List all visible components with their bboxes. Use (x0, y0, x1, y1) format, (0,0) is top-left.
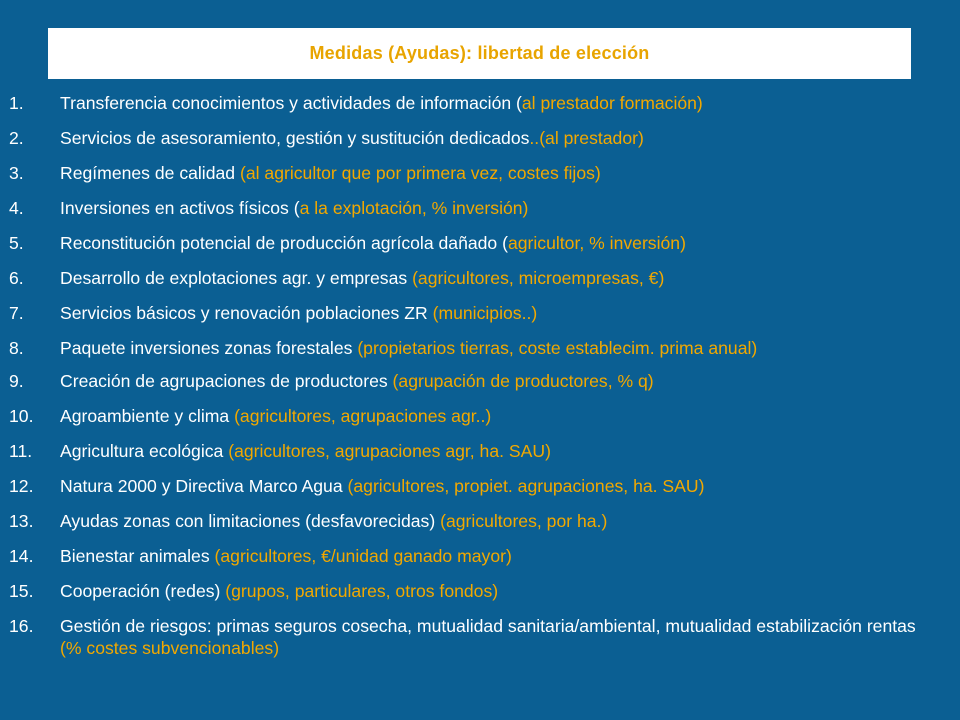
item-note: (propietarios tierras, coste establecim. prima anual) (357, 338, 758, 358)
item-note: (agricultores, agrupaciones agr, ha. SAU) (228, 441, 551, 461)
item-main-text: Inversiones en activos físicos ( (60, 198, 300, 218)
item-number: 3. (9, 163, 24, 183)
item-note: (agrupación de productores, % q) (392, 371, 654, 391)
item-note: (municipios..) (432, 303, 538, 323)
item-note: (% costes subvencionables) (60, 638, 280, 658)
item-note: (agricultores, €/unidad ganado mayor) (214, 546, 512, 566)
list-item (0, 92, 960, 114)
item-main-text: Regímenes de calidad (60, 163, 240, 183)
item-main-text: Cooperación (redes) (60, 581, 226, 601)
list-item (0, 197, 960, 219)
item-main-text: Bienestar animales (60, 546, 215, 566)
item-note: (agricultores, propiet. agrupaciones, ha. SAU) (347, 476, 705, 496)
list-item (0, 370, 960, 392)
list-item (0, 405, 960, 427)
item-number: 8. (9, 338, 24, 358)
item-note: (agricultores, por ha.) (440, 511, 608, 531)
list-item (0, 232, 960, 254)
item-main-text: Creación de agrupaciones de productores (60, 371, 393, 391)
item-number: 12. (9, 476, 34, 496)
item-main-text: Agroambiente y clima (60, 406, 235, 426)
item-number: 4. (9, 198, 24, 218)
item-number: 14. (9, 546, 34, 566)
item-number: 16. (9, 616, 34, 636)
title-box (48, 28, 911, 79)
measures-list (0, 92, 960, 670)
item-main-text: Paquete inversiones zonas forestales (60, 338, 358, 358)
item-main-text: Ayudas zonas con limitaciones (desfavorecidas) (60, 511, 441, 531)
item-number: 1. (9, 93, 24, 113)
list-item (0, 615, 960, 659)
item-number: 7. (9, 303, 24, 323)
list-item (0, 127, 960, 149)
list-item (0, 580, 960, 602)
item-main-text: Transferencia conocimientos y actividades de información ( (60, 93, 522, 113)
item-number: 9. (9, 371, 24, 391)
item-note: (agricultores, microempresas, €) (412, 268, 665, 288)
list-item (0, 475, 960, 497)
item-main-text: Agricultura ecológica (60, 441, 229, 461)
item-note: a la explotación, % inversión) (299, 198, 529, 218)
item-number: 6. (9, 268, 24, 288)
list-item (0, 267, 960, 289)
item-number: 2. (9, 128, 24, 148)
item-note: (al agricultor que por primera vez, costes fijos) (239, 163, 601, 183)
item-number: 13. (9, 511, 34, 531)
list-item (0, 440, 960, 462)
list-item (0, 337, 960, 359)
item-main-text: Reconstitución potencial de producción agrícola dañado ( (60, 233, 508, 253)
item-note: (grupos, particulares, otros fondos) (225, 581, 499, 601)
list-item (0, 545, 960, 567)
item-main-text: Servicios básicos y renovación poblaciones ZR (60, 303, 433, 323)
item-main-text: Gestión de riesgos: primas seguros cosecha, mutualidad sanitaria/ambiental, mutualidad estabilización rentas (60, 616, 916, 636)
item-number: 11. (9, 441, 33, 461)
item-note: (agricultores, agrupaciones agr..) (234, 406, 492, 426)
item-number: 5. (9, 233, 24, 253)
item-main-text: Natura 2000 y Directiva Marco Agua (60, 476, 348, 496)
slide-title: Medidas (Ayudas): libertad de elección (309, 43, 650, 63)
item-note: ..(al prestador) (529, 128, 644, 148)
item-note: al prestador formación) (521, 93, 703, 113)
item-number: 10. (9, 406, 34, 426)
item-main-text: Servicios de asesoramiento, gestión y sustitución dedicados (60, 128, 530, 148)
list-item (0, 302, 960, 324)
item-number: 15. (9, 581, 34, 601)
item-note: agricultor, % inversión) (507, 233, 686, 253)
list-item (0, 162, 960, 184)
item-main-text: Desarrollo de explotaciones agr. y empresas (60, 268, 413, 288)
list-item (0, 510, 960, 532)
